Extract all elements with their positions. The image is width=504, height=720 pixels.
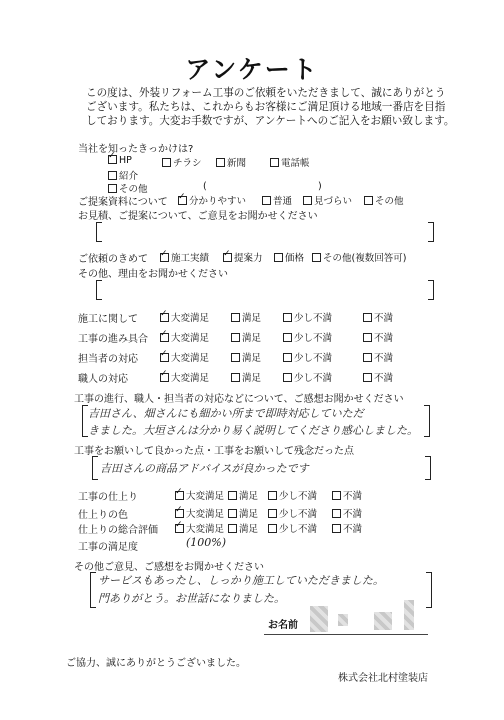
opt-label: 少し不満 bbox=[294, 353, 333, 364]
opt-label: 満足 bbox=[242, 333, 262, 344]
intro-line: この度は、外装リフォーム工事のご依頼をいただきまして、誠にありがとう bbox=[86, 87, 446, 99]
eval-opt[interactable] bbox=[160, 350, 209, 364]
opt-label: 満足 bbox=[239, 491, 259, 502]
checkbox-checked-icon[interactable] bbox=[175, 509, 184, 518]
checkbox-icon[interactable] bbox=[108, 171, 117, 180]
eval-opt[interactable] bbox=[363, 370, 393, 384]
q4-opt-record[interactable] bbox=[160, 250, 209, 264]
eval-opt[interactable] bbox=[332, 506, 362, 520]
bracket-left bbox=[90, 572, 96, 608]
checkbox-icon[interactable] bbox=[283, 333, 292, 342]
opt-label: 価格 bbox=[285, 253, 305, 264]
eval-opt[interactable] bbox=[363, 330, 393, 344]
opt-label: 大変満足 bbox=[186, 491, 225, 502]
redacted-name bbox=[374, 612, 392, 630]
checkbox-icon[interactable] bbox=[274, 253, 283, 262]
q5-label: その他、理由をお聞かせください bbox=[78, 269, 228, 280]
q4-opt-price[interactable] bbox=[274, 250, 304, 264]
checkbox-icon[interactable] bbox=[332, 491, 341, 500]
eval-label: 工事の仕上り bbox=[78, 492, 138, 503]
checkbox-icon[interactable] bbox=[268, 509, 277, 518]
q2-opt-other[interactable] bbox=[364, 193, 404, 207]
eval-opt[interactable] bbox=[228, 506, 258, 520]
q4-opt-other[interactable] bbox=[312, 250, 406, 264]
company-name: 株式会社北村塗装店 bbox=[338, 673, 428, 684]
eval-opt[interactable] bbox=[332, 488, 362, 502]
opt-label: 大変満足 bbox=[186, 524, 225, 535]
paren-close: ) bbox=[318, 181, 322, 192]
checkbox-checked-icon[interactable] bbox=[223, 253, 232, 262]
paren-open: ( bbox=[203, 181, 207, 192]
checkbox-icon[interactable] bbox=[270, 158, 279, 167]
opt-label: 不満 bbox=[374, 373, 394, 384]
opt-label: 新聞 bbox=[227, 158, 247, 169]
opt-label: 少し不満 bbox=[294, 313, 333, 324]
eval-opt[interactable] bbox=[175, 488, 224, 502]
eval-opt[interactable] bbox=[268, 506, 317, 520]
q2-opt-normal[interactable] bbox=[262, 193, 292, 207]
q7-label: 工事をお願いして良かった点・工事をお願いして残念だった点 bbox=[74, 446, 354, 457]
eval-opt[interactable] bbox=[228, 488, 258, 502]
opt-label: 見づらい bbox=[314, 196, 353, 207]
eval-opt[interactable] bbox=[283, 350, 332, 364]
eval-opt[interactable] bbox=[332, 521, 362, 535]
checkbox-icon[interactable] bbox=[364, 196, 373, 205]
opt-label: 大変満足 bbox=[171, 313, 210, 324]
eval-opt[interactable] bbox=[231, 370, 261, 384]
checkbox-checked-icon[interactable] bbox=[160, 373, 169, 382]
checkbox-icon[interactable] bbox=[363, 313, 372, 322]
checkbox-icon[interactable] bbox=[283, 373, 292, 382]
opt-label: 提案力 bbox=[234, 253, 263, 264]
eval-label: 担当者の対応 bbox=[78, 354, 138, 365]
satisfaction-value: (100%) bbox=[186, 536, 227, 549]
opt-label: 大変満足 bbox=[186, 509, 225, 520]
eval-opt[interactable] bbox=[228, 521, 258, 535]
eval-label: 施工に関して bbox=[78, 314, 138, 325]
opt-label: 不満 bbox=[343, 509, 363, 520]
q1-opt-newspaper[interactable] bbox=[216, 155, 246, 169]
checkbox-icon[interactable] bbox=[283, 313, 292, 322]
q4-opt-proposal[interactable] bbox=[223, 250, 263, 264]
opt-label: 不満 bbox=[343, 524, 363, 535]
checkbox-checked-icon[interactable] bbox=[160, 253, 169, 262]
opt-label: 満足 bbox=[242, 313, 262, 324]
q1-opt-referral[interactable] bbox=[108, 168, 138, 182]
satisfaction-label: 工事の満足度 bbox=[78, 542, 138, 553]
redacted-name bbox=[310, 606, 328, 632]
checkbox-icon[interactable] bbox=[312, 253, 321, 262]
opt-label: 紹介 bbox=[119, 171, 139, 182]
opt-label: 満足 bbox=[239, 509, 259, 520]
bracket-right bbox=[426, 572, 432, 608]
opt-label: その他 bbox=[119, 184, 148, 195]
q8-label: その他ご意見、ご感想をお聞かせください bbox=[74, 562, 264, 573]
opt-label: 少し不満 bbox=[279, 509, 318, 520]
eval-label: 仕上りの色 bbox=[78, 510, 128, 521]
checkbox-checked-icon[interactable] bbox=[160, 353, 169, 362]
eval-opt[interactable] bbox=[160, 370, 209, 384]
eval-opt[interactable] bbox=[268, 521, 317, 535]
checkbox-icon[interactable] bbox=[231, 373, 240, 382]
q2-opt-hard[interactable] bbox=[303, 193, 352, 207]
eval-opt[interactable] bbox=[268, 488, 317, 502]
opt-label: チラシ bbox=[173, 158, 202, 169]
eval-opt[interactable] bbox=[175, 521, 224, 535]
bracket-right bbox=[428, 222, 434, 242]
checkbox-icon[interactable] bbox=[231, 353, 240, 362]
opt-label: 不満 bbox=[374, 333, 394, 344]
checkbox-icon[interactable] bbox=[363, 353, 372, 362]
checkbox-checked-icon[interactable] bbox=[178, 196, 187, 205]
intro-line: ございます。私たちは、これからもお客様にご満足頂ける地域一番店を目指 bbox=[86, 101, 446, 113]
eval-opt[interactable] bbox=[160, 330, 209, 344]
opt-label: 少し不満 bbox=[279, 524, 318, 535]
bracket-right bbox=[425, 456, 431, 480]
opt-label: 少し不満 bbox=[279, 491, 318, 502]
checkbox-checked-icon[interactable] bbox=[175, 524, 184, 533]
checkbox-icon[interactable] bbox=[363, 333, 372, 342]
checkbox-icon[interactable] bbox=[228, 524, 237, 533]
redacted-name bbox=[404, 600, 414, 630]
bracket-left bbox=[96, 280, 102, 300]
q1-opt-hp[interactable] bbox=[108, 155, 132, 166]
checkbox-icon[interactable] bbox=[108, 184, 117, 193]
checkbox-icon[interactable] bbox=[332, 524, 341, 533]
q8-answer-line: 門ありがとう。お世話になりました。 bbox=[98, 592, 285, 605]
intro-line: しております。大変お手数ですが、アンケートへのご記入をお願い致します。 bbox=[86, 115, 455, 127]
checkbox-icon[interactable] bbox=[231, 313, 240, 322]
closing-text: ご協力、誠にありがとうございました。 bbox=[66, 658, 246, 669]
opt-label: 満足 bbox=[242, 353, 262, 364]
checkbox-icon[interactable] bbox=[332, 509, 341, 518]
eval-opt[interactable] bbox=[363, 350, 393, 364]
opt-label: 満足 bbox=[242, 373, 262, 384]
checkbox-checked-icon[interactable] bbox=[175, 491, 184, 500]
opt-label: 少し不満 bbox=[294, 333, 333, 344]
q2-opt-easy[interactable] bbox=[178, 193, 246, 207]
opt-label: その他 bbox=[375, 196, 404, 207]
eval-opt[interactable] bbox=[231, 350, 261, 364]
opt-label: 分かりやすい bbox=[189, 196, 247, 207]
q4-label: ご依頼のきめて bbox=[78, 254, 148, 265]
intro-text bbox=[86, 86, 454, 128]
bracket-right bbox=[424, 405, 430, 437]
checkbox-checked-icon[interactable] bbox=[108, 155, 117, 164]
eval-opt[interactable] bbox=[160, 310, 209, 324]
opt-label: 不満 bbox=[374, 353, 394, 364]
opt-label: 満足 bbox=[239, 524, 259, 535]
opt-label: 大変満足 bbox=[171, 353, 210, 364]
checkbox-icon[interactable] bbox=[262, 196, 271, 205]
checkbox-checked-icon[interactable] bbox=[160, 313, 169, 322]
q8-answer-line: サービスもあったし、しっかり施工していただきました。 bbox=[98, 574, 384, 587]
eval-opt[interactable] bbox=[283, 310, 332, 324]
eval-opt[interactable] bbox=[231, 330, 261, 344]
bracket-left bbox=[96, 222, 102, 242]
q2-label: ご提案資料について bbox=[78, 197, 168, 208]
opt-label: 大変満足 bbox=[171, 373, 210, 384]
opt-label: 不満 bbox=[374, 313, 394, 324]
checkbox-icon[interactable] bbox=[228, 491, 237, 500]
checkbox-icon[interactable] bbox=[268, 524, 277, 533]
checkbox-icon[interactable] bbox=[283, 353, 292, 362]
q6-answer-line: きました。大垣さんは分かり易く説明してくださり感心しました。 bbox=[88, 424, 418, 437]
eval-opt[interactable] bbox=[231, 310, 261, 324]
bracket-left bbox=[92, 456, 98, 480]
q1-label: 当社を知ったきっかけは? bbox=[78, 144, 194, 155]
checkbox-icon[interactable] bbox=[228, 509, 237, 518]
eval-opt[interactable] bbox=[283, 370, 332, 384]
q3-label: お見積、ご提案について、ご意見をお聞かせください bbox=[78, 211, 318, 222]
opt-label: 少し不満 bbox=[294, 373, 333, 384]
q6-answer-line: 吉田さん、畑さんにも細かい所まで即時対応していただ bbox=[88, 407, 364, 420]
eval-label: 仕上りの総合評価 bbox=[78, 525, 158, 536]
eval-opt[interactable] bbox=[363, 310, 393, 324]
opt-label: 普通 bbox=[273, 196, 293, 207]
opt-label: 施工実績 bbox=[171, 253, 210, 264]
eval-label: 工事の進み具合 bbox=[78, 334, 148, 345]
opt-label: 電話帳 bbox=[281, 158, 310, 169]
name-label: お名前 bbox=[268, 620, 298, 631]
q1-opt-flyer[interactable] bbox=[162, 155, 202, 169]
opt-label: HP bbox=[119, 155, 132, 166]
q7-answer: 吉田さんの商品アドバイスが良かったです bbox=[100, 462, 309, 475]
q6-label: 工事の進行、職人・担当者の対応などについて、ご感想お聞かせください bbox=[74, 394, 404, 405]
page-title: アンケート bbox=[185, 55, 319, 84]
checkbox-icon[interactable] bbox=[162, 158, 171, 167]
eval-opt[interactable] bbox=[283, 330, 332, 344]
bracket-right bbox=[428, 280, 434, 300]
checkbox-icon[interactable] bbox=[216, 158, 225, 167]
eval-opt[interactable] bbox=[175, 506, 224, 520]
opt-label: 大変満足 bbox=[171, 333, 210, 344]
redacted-name bbox=[338, 614, 348, 626]
checkbox-checked-icon[interactable] bbox=[160, 333, 169, 342]
checkbox-icon[interactable] bbox=[231, 333, 240, 342]
name-underline bbox=[264, 634, 428, 635]
checkbox-icon[interactable] bbox=[268, 491, 277, 500]
checkbox-icon[interactable] bbox=[363, 373, 372, 382]
eval-label: 職人の対応 bbox=[78, 374, 128, 385]
opt-label: 不満 bbox=[343, 491, 363, 502]
opt-label: その他(複数回答可) bbox=[323, 253, 407, 264]
q1-opt-phonebook[interactable] bbox=[270, 155, 310, 169]
checkbox-icon[interactable] bbox=[303, 196, 312, 205]
